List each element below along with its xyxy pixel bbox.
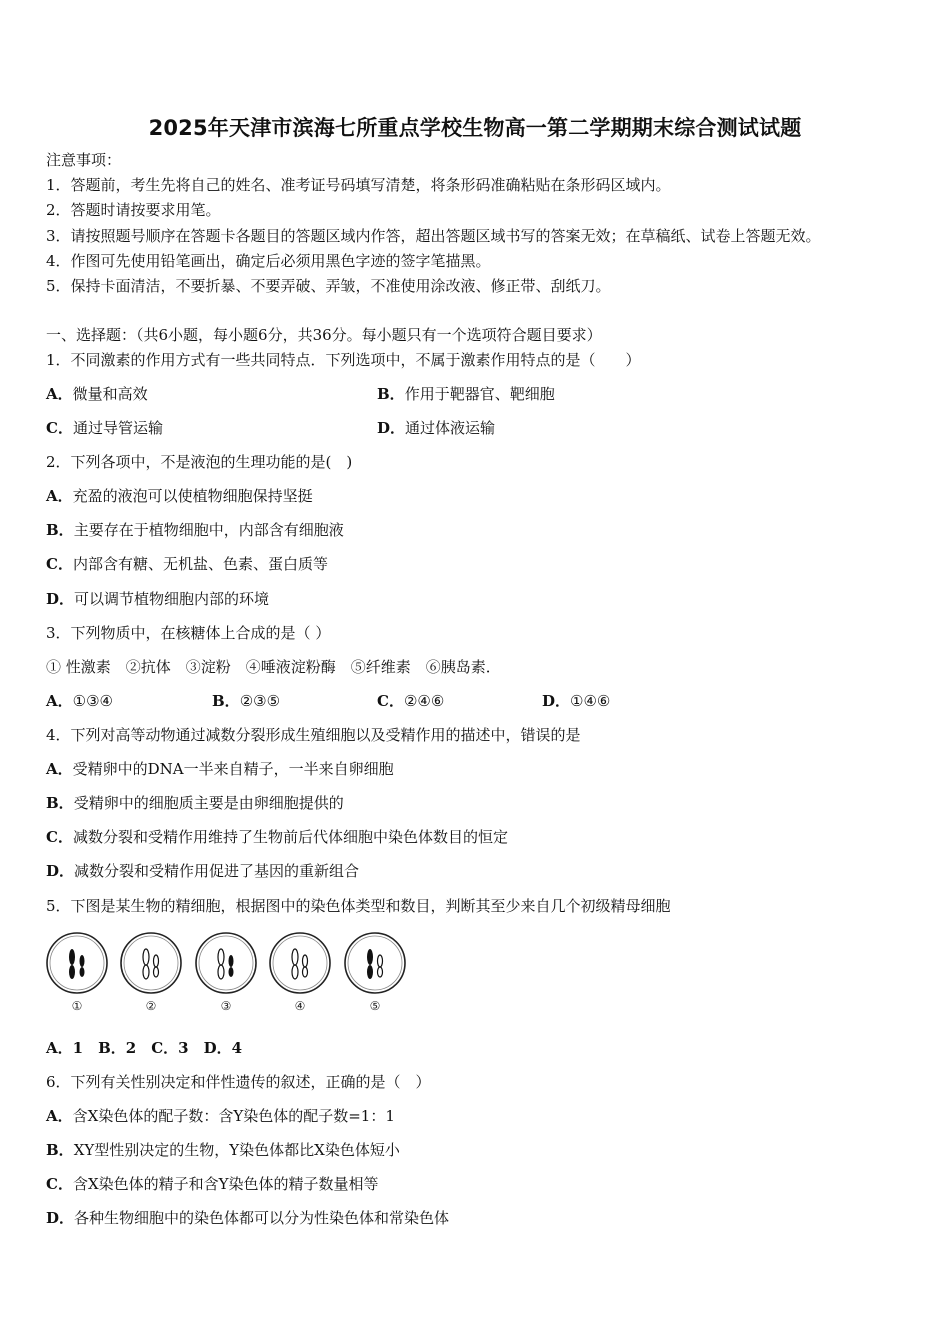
cell-1 — [47, 933, 107, 1013]
cell-5 — [345, 933, 405, 1013]
q2-option-d: D．可以调节植物细胞内部的环境 — [46, 590, 270, 608]
notice-item: 5．保持卡面清洁，不要折暴、不要弄破、弄皱，不准使用涂改液、修正带、刮纸刀。 — [46, 277, 611, 295]
q4-option-b: B．受精卵中的细胞质主要是由卵细胞提供的 — [46, 794, 344, 812]
q4-option-c: C．减数分裂和受精作用维持了生物前后代体细胞中染色体数目的恒定 — [46, 828, 508, 846]
q3-option-c: C．②④⑥ — [377, 692, 445, 710]
q3-option-a: A．①③④ — [46, 692, 113, 710]
sperm-cell-figure — [44, 928, 424, 1018]
cell-label: ③ — [220, 999, 232, 1013]
cell-label: ⑤ — [369, 999, 381, 1013]
q3-items: ① 性激素 ②抗体 ③淀粉 ④唾液淀粉酶 ⑤纤维素 ⑥胰岛素． — [46, 658, 501, 676]
notice-heading: 注意事项： — [46, 151, 122, 169]
cell-label: ④ — [294, 999, 306, 1013]
q6-option-c: C．含X染色体的精子和含Y染色体的精子数量相等 — [46, 1175, 379, 1193]
question-1-stem: 1．不同激素的作用方式有一些共同特点．下列选项中，不属于激素作用特点的是（ ） — [46, 351, 641, 369]
q6-option-b: B．XY型性别决定的生物，Y染色体都比X染色体短小 — [46, 1141, 400, 1159]
question-3-stem: 3．下列物质中，在核糖体上合成的是（ ） — [46, 624, 331, 642]
section-heading: 一、选择题：（共6小题，每小题6分，共36分。每小题只有一个选项符合题目要求） — [46, 326, 602, 344]
page-title: 2025年天津市滨海七所重点学校生物高一第二学期期末综合测试试题 — [148, 116, 802, 140]
q6-option-a: A．含X染色体的配子数：含Y染色体的配子数=1：1 — [46, 1107, 395, 1125]
notice-item: 2．答题时请按要求用笔。 — [46, 201, 221, 219]
cell-4 — [270, 933, 330, 1013]
question-4-stem: 4．下列对高等动物通过减数分裂形成生殖细胞以及受精作用的描述中，错误的是 — [46, 726, 581, 744]
question-6-stem: 6．下列有关性别决定和伴性遗传的叙述，正确的是（ ） — [46, 1073, 431, 1091]
notice-item: 4．作图可先使用铅笔画出，确定后必须用黑色字迹的签字笔描黑。 — [46, 252, 491, 270]
question-2-stem: 2．下列各项中，不是液泡的生理功能的是( ) — [46, 453, 353, 471]
question-5-stem: 5．下图是某生物的精细胞，根据图中的染色体类型和数目，判断其至少来自几个初级精母细胞 — [46, 897, 671, 915]
q3-option-d: D．①④⑥ — [542, 692, 611, 710]
q1-option-b: B．作用于靶器官、靶细胞 — [377, 385, 555, 403]
q3-option-b: B．②③⑤ — [212, 692, 281, 710]
q6-option-d: D．各种生物细胞中的染色体都可以分为性染色体和常染色体 — [46, 1209, 450, 1227]
cell-3 — [196, 933, 256, 1013]
cell-label: ② — [145, 999, 157, 1013]
q1-option-c: C．通过导管运输 — [46, 419, 163, 437]
cell-label: ① — [71, 999, 83, 1013]
q5-options: A．1 B．2 C．3 D．4 — [46, 1039, 243, 1057]
notice-item: 1．答题前，考生先将自己的姓名、准考证号码填写清楚，将条形码准确粘贴在条形码区域内。 — [46, 176, 671, 194]
q2-option-c: C．内部含有糖、无机盐、色素、蛋白质等 — [46, 555, 328, 573]
q1-option-a: A．微量和高效 — [46, 385, 148, 403]
q4-option-a: A．受精卵中的DNA一半来自精子，一半来自卵细胞 — [46, 760, 394, 778]
q1-option-d: D．通过体液运输 — [377, 419, 496, 437]
notice-item: 3．请按照题号顺序在答题卡各题目的答题区域内作答，超出答题区域书写的答案无效；在草稿纸、试卷上答题无效。 — [46, 227, 821, 245]
q2-option-a: A．充盈的液泡可以使植物细胞保持坚挺 — [46, 487, 313, 505]
q2-option-b: B．主要存在于植物细胞中，内部含有细胞液 — [46, 521, 344, 539]
cell-2 — [121, 933, 181, 1013]
q4-option-d: D．减数分裂和受精作用促进了基因的重新组合 — [46, 862, 360, 880]
